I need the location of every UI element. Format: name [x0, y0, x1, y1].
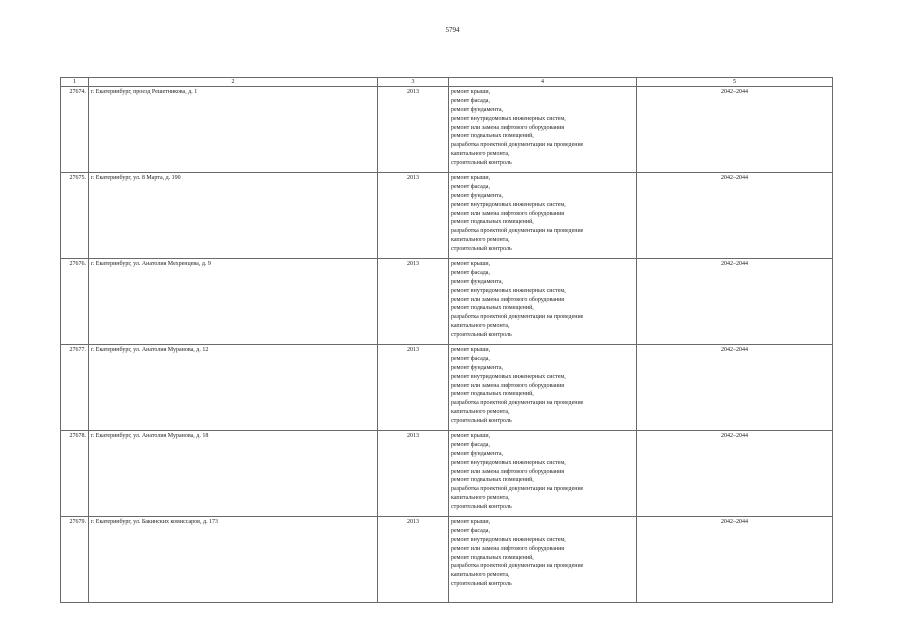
repair-work-item: ремонт фасада, [451, 527, 490, 534]
repair-work-item: ремонт внутридомовых инженерных систем, [451, 115, 566, 122]
building-address: г. Екатеринбург, ул. Бакинских комиссаров, д. 173 [89, 517, 378, 603]
building-address: г. Екатеринбург, ул. Анатолия Мехренцева, д. 9 [89, 259, 378, 345]
repair-work-item: строительный контроль [451, 332, 512, 339]
building-address: г. Екатеринбург, ул. 8 Марта, д. 190 [89, 173, 378, 259]
repair-work-item: капитального ремонта, [451, 409, 510, 416]
table-row [61, 87, 833, 173]
repair-work-item: строительный контроль [451, 581, 512, 588]
repair-work-item: строительный контроль [451, 160, 512, 167]
repair-work-item: ремонт фундамента, [451, 278, 503, 285]
repair-period: 2042–2044 [637, 259, 833, 345]
row-number: 27675. [61, 173, 89, 259]
repair-work-item: разработка проектной документации на проведение [451, 400, 584, 407]
repair-work-item: ремонт фундамента, [451, 106, 503, 113]
row-number: 27676. [61, 259, 89, 345]
repair-work-item: строительный контроль [451, 504, 512, 511]
build-year: 2013 [378, 431, 449, 517]
table-row [61, 431, 833, 517]
repair-work-item: капитального ремонта, [451, 323, 510, 330]
repair-work-item: ремонт подвальных помещений, [451, 477, 534, 484]
column-header: 3 [378, 78, 449, 87]
repair-work-item: ремонт крыши, [451, 175, 491, 181]
row-number: 27677. [61, 345, 89, 431]
repair-work-item: разработка проектной документации на проведение [451, 142, 584, 149]
column-header: 2 [89, 78, 378, 87]
repair-works-list [449, 345, 637, 431]
table-row [61, 517, 833, 603]
column-header: 5 [637, 78, 833, 87]
repair-work-item: ремонт подвальных помещений, [451, 305, 534, 312]
row-number: 27678. [61, 431, 89, 517]
repair-work-item: ремонт или замена лифтового оборудования [451, 296, 565, 303]
page-number: 5794 [445, 26, 460, 34]
column-header: 4 [449, 78, 637, 87]
build-year: 2013 [378, 173, 449, 259]
repair-work-item: ремонт подвальных помещений, [451, 391, 534, 398]
building-address: г. Екатеринбург, ул. Анатолия Муранова, д. 18 [89, 431, 378, 517]
build-year: 2013 [378, 259, 449, 345]
capital-repair-schedule-table [60, 77, 833, 603]
column-header: 1 [61, 78, 89, 87]
repair-period: 2042–2044 [637, 517, 833, 603]
repair-work-item: строительный контроль [451, 246, 512, 253]
repair-period: 2042–2044 [637, 431, 833, 517]
row-number: 27679. [61, 517, 89, 603]
repair-work-item: ремонт внутридомовых инженерных систем, [451, 459, 566, 466]
repair-work-item: ремонт внутридомовых инженерных систем, [451, 373, 566, 380]
repair-work-item: ремонт крыши, [451, 433, 491, 439]
repair-work-item: капитального ремонта, [451, 495, 510, 502]
repair-works-list [449, 517, 637, 603]
building-address: г. Екатеринбург, проезд Решетникова, д. 1 [89, 87, 378, 173]
repair-work-item: разработка проектной документации на проведение [451, 563, 584, 570]
repair-works-list [449, 259, 637, 345]
repair-work-item: ремонт фасада, [451, 183, 490, 190]
repair-work-item: ремонт фундамента, [451, 450, 503, 457]
repair-period: 2042–2044 [637, 345, 833, 431]
repair-work-item: ремонт фундамента, [451, 192, 503, 199]
row-number: 27674. [61, 87, 89, 173]
repair-work-item: ремонт внутридомовых инженерных систем, [451, 201, 566, 208]
repair-work-item: ремонт внутридомовых инженерных систем, [451, 536, 566, 543]
repair-work-item: капитального ремонта, [451, 237, 510, 244]
repair-work-item: ремонт или замена лифтового оборудования [451, 210, 565, 217]
repair-work-item: ремонт или замена лифтового оборудования [451, 124, 565, 131]
repair-work-item: ремонт фасада, [451, 355, 490, 362]
repair-period: 2042–2044 [637, 173, 833, 259]
build-year: 2013 [378, 517, 449, 603]
build-year: 2013 [378, 87, 449, 173]
repair-work-item: ремонт подвальных помещений, [451, 219, 534, 226]
building-address: г. Екатеринбург, ул. Анатолия Муранова, д. 12 [89, 345, 378, 431]
repair-work-item: ремонт крыши, [451, 519, 491, 525]
column-number-row [61, 78, 833, 87]
repair-work-item: ремонт фасада, [451, 269, 490, 276]
table-row [61, 173, 833, 259]
repair-work-item: ремонт подвальных помещений, [451, 554, 534, 561]
repair-work-item: капитального ремонта, [451, 572, 510, 579]
repair-work-item: ремонт фундамента, [451, 364, 503, 371]
repair-work-item: строительный контроль [451, 418, 512, 425]
repair-work-item: ремонт или замена лифтового оборудования [451, 468, 565, 475]
repair-work-item: ремонт подвальных помещений, [451, 133, 534, 140]
repair-work-item: разработка проектной документации на проведение [451, 228, 584, 235]
repair-work-item: ремонт внутридомовых инженерных систем, [451, 287, 566, 294]
repair-work-item: разработка проектной документации на проведение [451, 486, 584, 493]
build-year: 2013 [378, 345, 449, 431]
repair-work-item: капитального ремонта, [451, 151, 510, 158]
repair-work-item: ремонт крыши, [451, 89, 491, 95]
repair-work-item: ремонт крыши, [451, 347, 491, 353]
repair-works-list [449, 431, 637, 517]
repair-work-item: ремонт или замена лифтового оборудования [451, 382, 565, 389]
repair-work-item: ремонт крыши, [451, 261, 491, 267]
repair-works-list [449, 173, 637, 259]
repair-work-item: разработка проектной документации на проведение [451, 314, 584, 321]
repair-works-list [449, 87, 637, 173]
repair-period: 2042–2044 [637, 87, 833, 173]
table-row [61, 345, 833, 431]
repair-work-item: ремонт фасада, [451, 97, 490, 104]
table-row [61, 259, 833, 345]
repair-work-item: ремонт или замена лифтового оборудования [451, 545, 565, 552]
repair-work-item: ремонт фасада, [451, 441, 490, 448]
